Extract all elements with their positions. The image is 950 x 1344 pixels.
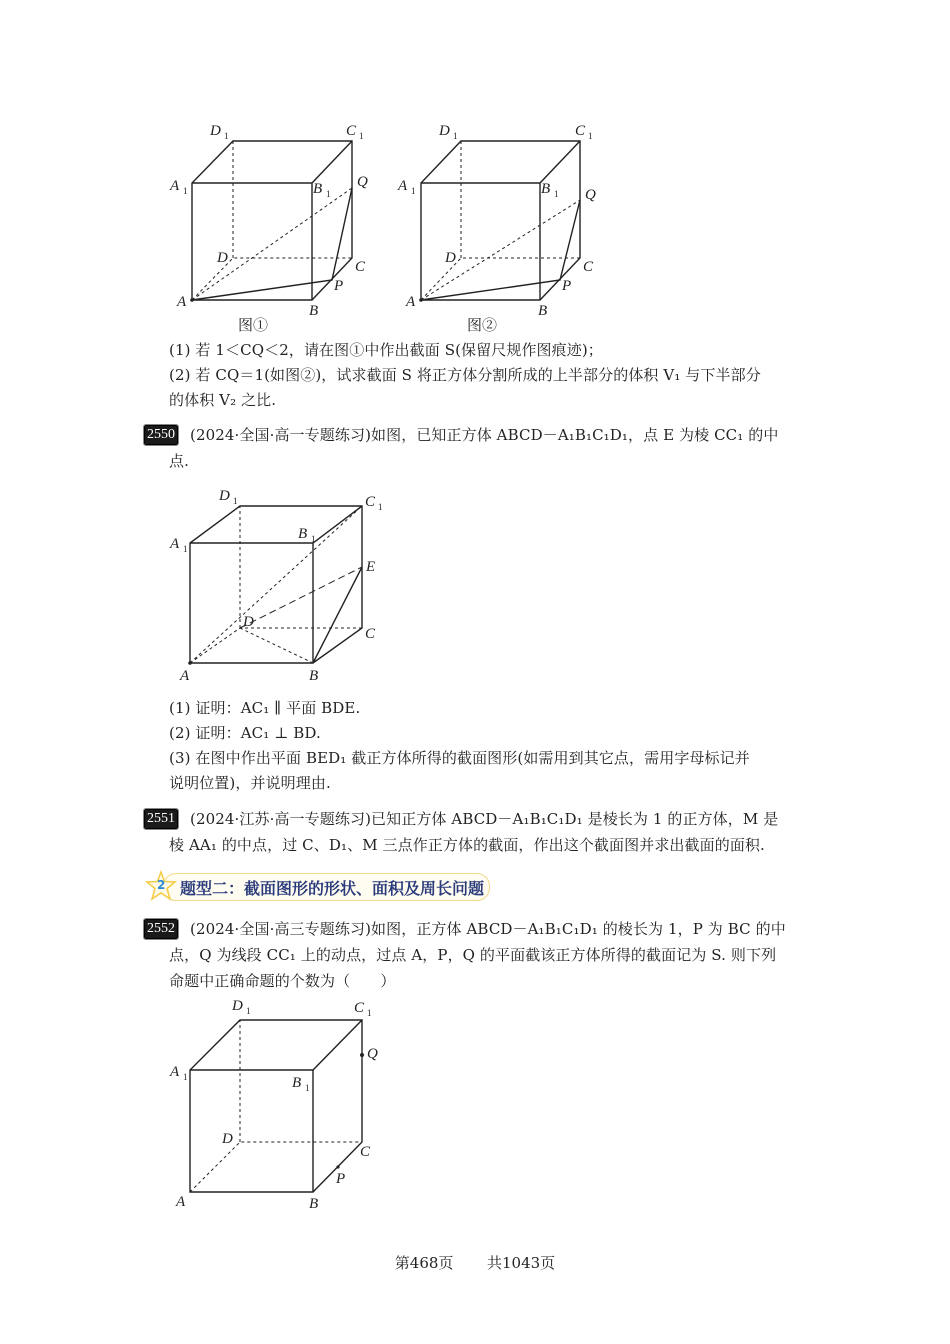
vertex-label: A xyxy=(170,1064,180,1080)
cube-figure-4 xyxy=(169,998,378,1212)
section-number: 2 xyxy=(157,878,166,892)
label-q: Q xyxy=(357,174,368,190)
subscript-label: 1 xyxy=(326,189,331,199)
vertex-label: C xyxy=(354,1000,365,1016)
vertex-label: B xyxy=(538,303,548,319)
subscript-label: 1 xyxy=(378,502,383,512)
subscript-label: 1 xyxy=(411,186,416,196)
label-b1: B xyxy=(313,181,323,197)
subscript-label: 1 xyxy=(224,131,229,141)
label-p: P xyxy=(334,278,344,294)
q2550-stem: (2024·全国·高一专题练习)如图，已知正方体 ABCD－A₁B₁C₁D₁，点 E 为棱 CC₁ 的中 xyxy=(190,426,779,444)
vertex-label: B xyxy=(309,1196,319,1212)
figure-caption-2: 图② xyxy=(467,318,498,334)
subscript-label: 1 xyxy=(554,189,559,199)
q2550-part3-cont: 说明位置)，并说明理由. xyxy=(169,774,331,792)
label-b: B xyxy=(309,303,319,319)
cube-figure-3 xyxy=(169,488,383,684)
page-number: 第468页 xyxy=(394,1254,454,1272)
subscript-label: 1 xyxy=(305,1083,310,1093)
vertex-label: A xyxy=(170,536,180,552)
subscript-label: 1 xyxy=(233,496,238,506)
vertex-label: B xyxy=(298,526,308,542)
question-number-2551: 2551 xyxy=(144,809,178,829)
cube-figure-2 xyxy=(397,123,596,334)
label-c: C xyxy=(355,259,366,275)
vertex-label: D xyxy=(439,123,450,139)
subscript-label: 1 xyxy=(367,1008,372,1018)
vertex-label: B xyxy=(309,668,319,684)
page-footer xyxy=(0,1252,950,1273)
vertex-label: D xyxy=(232,998,243,1014)
vertex-label: A xyxy=(398,178,408,194)
vertex-label: C xyxy=(365,626,376,642)
vertex-label: P xyxy=(562,278,572,294)
label-d1: D xyxy=(210,123,221,139)
vertex-label: Q xyxy=(585,187,596,203)
vertex-label: B xyxy=(541,181,551,197)
subscript-label: 1 xyxy=(246,1006,251,1016)
vertex-label: A xyxy=(176,1194,186,1210)
subscript-label: 1 xyxy=(311,534,316,544)
q2552-stem: (2024·全国·高三专题练习)如图，正方体 ABCD－A₁B₁C₁D₁ 的棱长为 1，P 为 BC 的中 xyxy=(190,920,786,938)
vertex-label: D xyxy=(445,250,456,266)
question-number-2552: 2552 xyxy=(144,919,178,939)
page-total: 共1043页 xyxy=(487,1254,556,1272)
section-title: 题型二：截面图形的形状、面积及周长问题 xyxy=(180,879,485,898)
q2551-stem-cont: 棱 AA₁ 的中点，过 C、D₁、M 三点作正方体的截面，作出这个截面图并求出截面的面积. xyxy=(169,836,765,854)
question-number-2550: 2550 xyxy=(144,425,178,445)
label-e: E xyxy=(366,559,376,575)
subscript-label: 1 xyxy=(183,186,188,196)
vertex-label: Q xyxy=(367,1046,378,1062)
vertex-label: A xyxy=(406,294,416,310)
vertex-label: P xyxy=(336,1171,346,1187)
figure-caption-1: 图① xyxy=(238,318,269,334)
vertex-label: D xyxy=(219,488,230,504)
vertex-label: C xyxy=(583,259,594,275)
vertex-label: C xyxy=(365,494,376,510)
vertex-label: B xyxy=(292,1075,302,1091)
label-a: A xyxy=(177,294,187,310)
q2550-part2: (2) 证明：AC₁ ⊥ BD. xyxy=(169,724,321,742)
vertex-label: C xyxy=(575,123,586,139)
vertex-label: C xyxy=(360,1144,371,1160)
cube-figure-1 xyxy=(169,123,368,334)
q2550-part3: (3) 在图中作出平面 BED₁ 截正方体所得的截面图形(如需用到其它点，需用字母标记并 xyxy=(169,749,750,767)
q2550-stem-cont: 点. xyxy=(169,452,189,470)
q2549-part2: (2) 若 CQ＝1(如图②)，试求截面 S 将正方体分割所成的上半部分的体积 V₁ 与下半部分 xyxy=(169,366,761,384)
q2549-part1: (1) 若 1＜CQ＜2，请在图①中作出截面 S(保留尺规作图痕迹)； xyxy=(169,341,603,359)
subscript-label: 1 xyxy=(359,131,364,141)
vertex-label: D xyxy=(243,614,254,630)
vertex-label: A xyxy=(180,668,190,684)
vertex-label: D xyxy=(222,1131,233,1147)
q2552-stem-cont: 点，Q 为线段 CC₁ 上的动点，过点 A，P，Q 的平面截该正方体所得的截面记为 S. 则下列 xyxy=(169,946,777,964)
q2552-stem-cont2: 命题中正确命题的个数为（ ） xyxy=(169,972,396,990)
label-c1: C xyxy=(346,123,357,139)
q2551-stem: (2024·江苏·高一专题练习)已知正方体 ABCD－A₁B₁C₁D₁ 是棱长为 1 的正方体，M 是 xyxy=(190,810,779,828)
label-a1: A xyxy=(170,178,180,194)
q2549-part2-cont: 的体积 V₂ 之比. xyxy=(169,391,277,409)
subscript-label: 1 xyxy=(183,1072,188,1082)
subscript-label: 1 xyxy=(453,131,458,141)
subscript-label: 1 xyxy=(588,131,593,141)
label-d: D xyxy=(217,250,228,266)
subscript-label: 1 xyxy=(183,544,188,554)
q2550-part1: (1) 证明：AC₁ ∥ 平面 BDE. xyxy=(169,699,361,717)
